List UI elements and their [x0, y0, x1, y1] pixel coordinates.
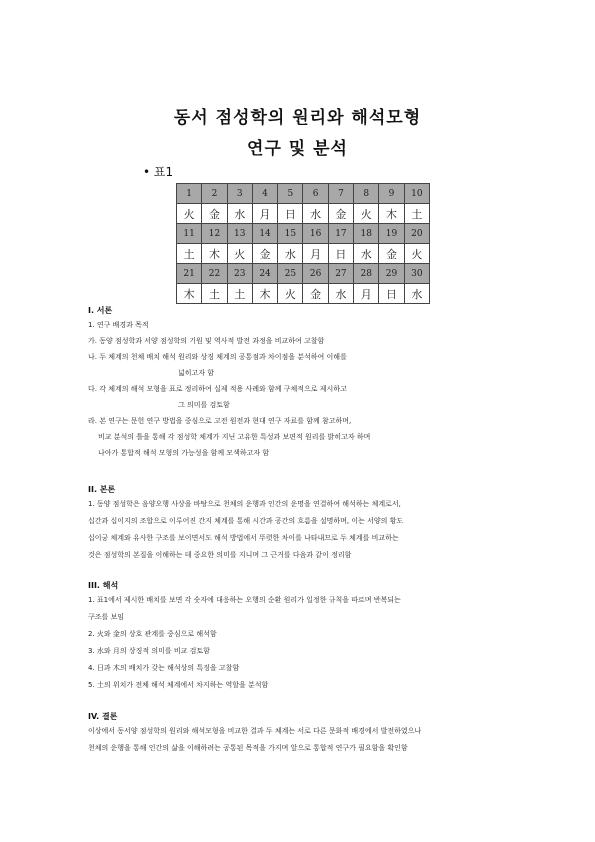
text-line: 십이궁 체계와 유사한 구조를 보이면서도 해석 방법에서 뚜렷한 차이를 나타내므로 두 체계를 비교하는 — [88, 534, 399, 542]
table-cell: 水 — [354, 244, 379, 264]
text-line: 가. 동양 점성학과 서양 점성학의 기원 및 역사적 발전 과정을 비교하여 고찰함 — [88, 337, 325, 345]
table-number-row — [177, 224, 430, 244]
section-heading: I. 서론 — [88, 306, 113, 315]
section-interpretation — [88, 580, 508, 694]
table-cell: 24 — [252, 264, 277, 284]
table-cell: 7 — [328, 184, 353, 204]
table-cell: 金 — [303, 284, 328, 304]
text-line: 1. 연구 배경과 목적 — [88, 321, 149, 329]
table-cell: 火 — [354, 204, 379, 224]
table-cell: 23 — [227, 264, 252, 284]
table-cell: 11 — [177, 224, 202, 244]
table-cell: 21 — [177, 264, 202, 284]
document-subtitle: 연구 및 분석 — [247, 139, 348, 159]
table-caption: • 표1 — [143, 165, 174, 179]
table-cell: 10 — [404, 184, 429, 204]
table-number-row — [177, 184, 430, 204]
text-line: 넓히고자 함 — [178, 369, 215, 377]
table-cell: 3 — [227, 184, 252, 204]
table-cell: 6 — [303, 184, 328, 204]
table-cell: 月 — [303, 244, 328, 264]
table-cell: 水 — [303, 204, 328, 224]
table-cell: 金 — [202, 204, 227, 224]
table-cell: 水 — [227, 204, 252, 224]
table-cell: 1 — [177, 184, 202, 204]
table-cell: 19 — [379, 224, 404, 244]
table-cell: 18 — [354, 224, 379, 244]
table-cell: 金 — [328, 204, 353, 224]
table-cell: 2 — [202, 184, 227, 204]
text-line: 3. 水와 月의 상징적 의미를 비교 검토함 — [88, 647, 210, 655]
section-heading: III. 해석 — [88, 581, 119, 590]
table-cell: 土 — [404, 204, 429, 224]
table-cell: 金 — [252, 244, 277, 264]
table-cell: 15 — [278, 224, 303, 244]
table-cell: 日 — [328, 244, 353, 264]
table-cell: 木 — [202, 244, 227, 264]
table-cell: 5 — [278, 184, 303, 204]
table-cell: 16 — [303, 224, 328, 244]
text-line: 천체의 운행을 통해 인간의 삶을 이해하려는 공통된 목적을 가지며 앞으로 통합적 연구가 필요함을 확인함 — [88, 744, 408, 752]
table-symbol-row — [177, 284, 430, 304]
document-title: 동서 점성학의 원리와 해석모형 — [173, 108, 422, 128]
table-cell: 月 — [252, 204, 277, 224]
table-cell: 26 — [303, 264, 328, 284]
table-cell: 日 — [379, 284, 404, 304]
text-line: 2. 火와 金의 상호 관계를 중심으로 해석함 — [88, 630, 217, 638]
text-line: 4. 日과 木의 배치가 갖는 해석상의 특징을 고찰함 — [88, 664, 240, 672]
text-line: 5. 土의 위치가 전체 해석 체계에서 차지하는 역할을 분석함 — [88, 681, 269, 689]
text-line: 라. 본 연구는 문헌 연구 방법을 중심으로 고전 원전과 현대 연구 자료를 함께 참고하며, — [88, 417, 352, 425]
table-cell: 30 — [404, 264, 429, 284]
table-cell: 月 — [354, 284, 379, 304]
table-cell: 28 — [354, 264, 379, 284]
text-line: 나아가 통합적 해석 모형의 가능성을 함께 모색하고자 함 — [98, 449, 270, 457]
table-cell: 火 — [404, 244, 429, 264]
table-cell: 土 — [227, 284, 252, 304]
table-cell: 土 — [177, 244, 202, 264]
section-introduction — [88, 305, 508, 461]
text-line: 구조를 보임 — [88, 613, 125, 621]
table-cell: 金 — [379, 244, 404, 264]
table-number-row — [177, 264, 430, 284]
table-cell: 12 — [202, 224, 227, 244]
text-line: 1. 표1에서 제시한 배치를 보면 각 숫자에 대응하는 오행의 순환 원리가 일정한 규칙을 따르며 반복되는 — [88, 596, 401, 604]
text-line: 다. 각 체계의 해석 모형을 표로 정리하여 실제 적용 사례와 함께 구체적으로 제시하고 — [88, 385, 347, 393]
table-cell: 日 — [278, 204, 303, 224]
text-line: 그 의미를 검토함 — [178, 401, 230, 409]
table-cell: 水 — [328, 284, 353, 304]
text-line: 1. 동양 점성학은 음양오행 사상을 바탕으로 천체의 운행과 인간의 운명을 연결하여 해석하는 체계로서, — [88, 500, 401, 508]
text-line: 것은 점성학의 본질을 이해하는 데 중요한 의미를 지니며 그 근거를 다음과 같이 정리함 — [88, 551, 352, 559]
table-cell: 27 — [328, 264, 353, 284]
table-cell: 9 — [379, 184, 404, 204]
table-cell: 火 — [278, 284, 303, 304]
table-cell: 木 — [177, 284, 202, 304]
text-line: 비교 분석의 틀을 통해 각 점성학 체계가 지닌 고유한 특성과 보편적 원리를 밝히고자 하며 — [98, 433, 371, 441]
section-conclusion — [88, 711, 508, 757]
text-line: 이상에서 동서양 점성학의 원리와 해석모형을 비교한 결과 두 체계는 서로 다른 문화적 배경에서 발전하였으나 — [88, 727, 422, 735]
table-cell: 25 — [278, 264, 303, 284]
text-line: 십간과 십이지의 조합으로 이루어진 간지 체계를 통해 시간과 공간의 흐름을 설명하며, 이는 서양의 황도 — [88, 517, 404, 525]
table-cell: 水 — [278, 244, 303, 264]
section-heading: II. 본론 — [88, 485, 116, 494]
table-cell: 4 — [252, 184, 277, 204]
text-line: 나. 두 체계의 천체 배치 해석 원리와 상징 체계의 공통점과 차이점을 분석하여 이해를 — [88, 353, 347, 361]
table-cell: 火 — [227, 244, 252, 264]
table-cell: 14 — [252, 224, 277, 244]
table-cell: 22 — [202, 264, 227, 284]
table-cell: 13 — [227, 224, 252, 244]
section-heading: IV. 결론 — [88, 712, 118, 721]
table-cell: 木 — [252, 284, 277, 304]
table-cell: 29 — [379, 264, 404, 284]
table-symbol-row — [177, 244, 430, 264]
table-cell: 火 — [177, 204, 202, 224]
table-cell: 8 — [354, 184, 379, 204]
table-cell: 20 — [404, 224, 429, 244]
table-cell: 17 — [328, 224, 353, 244]
section-body — [88, 484, 508, 564]
table-cell: 木 — [379, 204, 404, 224]
table-symbol-row — [177, 204, 430, 224]
symbol-table — [176, 183, 430, 304]
table-cell: 土 — [202, 284, 227, 304]
table-cell: 水 — [404, 284, 429, 304]
